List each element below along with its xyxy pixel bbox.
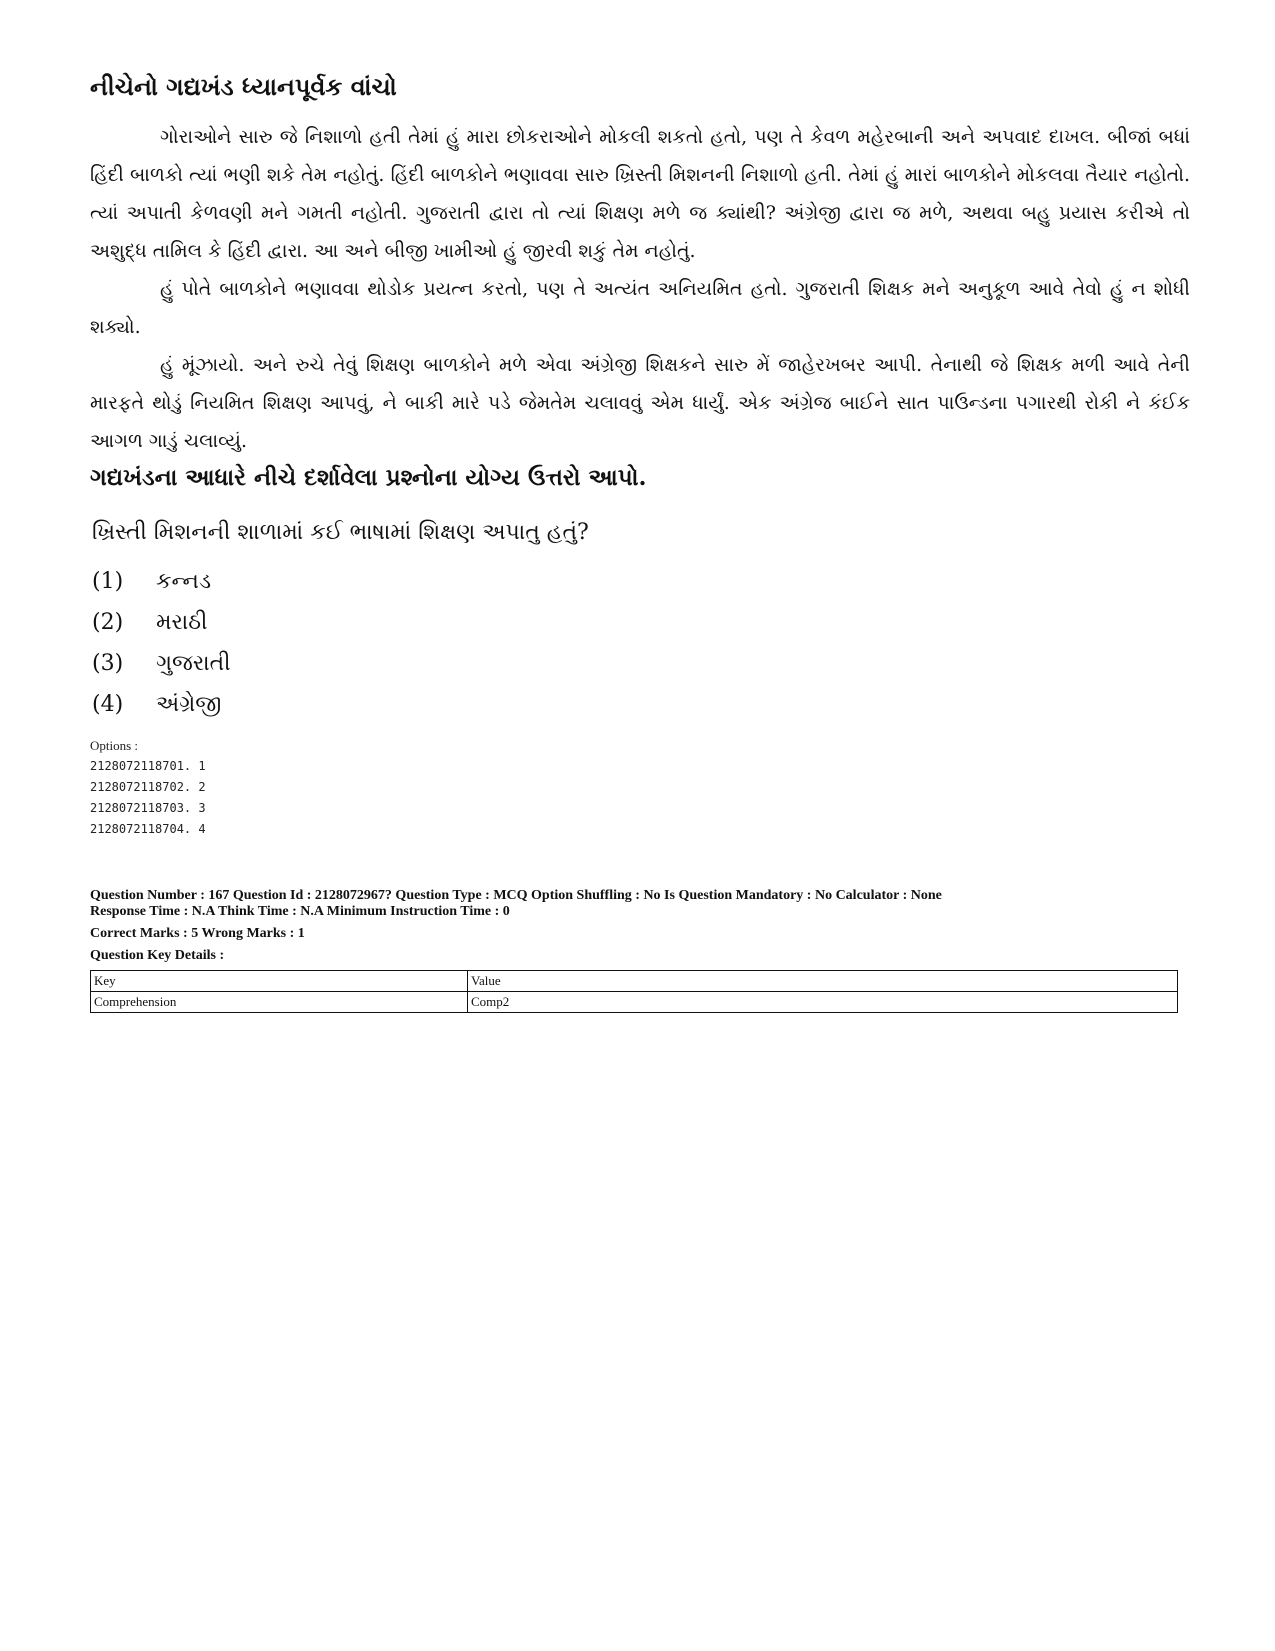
meta-line-timing: Response Time : N.A Think Time : N.A Minimum Instruction Time : 0 [90,903,510,919]
passage-heading: નીચેનો ગદ્યખંડ ધ્યાનપૂર્વક વાંચો [90,72,397,101]
question-meta [90,888,1190,964]
passage-paragraph-1: ગોરાઓને સારુ જે નિશાળો હતી તેમાં હું મારા છોકરાઓને મોકલી શકતો હતો, પણ તે કેવળ મહેરબાની અને અપવાદ દાખલ. બીજાં બધાં હિંદી બાળકો ત્યાં ભણી શકે તેમ નહોતું. હિંદી બાળકોને ભણાવવા સારુ ખ્રિસ્તી મિશનની નિશાળો હતી. તેમાં હું મારાં બાળકોને મોકલવા તૈયાર નહોતો. ત્યાં અપાતી કેળવણી મને ગમતી નહોતી. ગુજરાતી દ્વારા તો ત્યાં શિક્ષણ મળે જ ક્યાંથી? અંગ્રેજી દ્વારા જ મળે, અથવા બહુ પ્રયાસ કરીએ તો અશુદ્ધ તામિલ કે હિંદી દ્વારા. આ અને બીજી ખામીઓ હું જીરવી શકું તેમ નહોતું. [90,125,1190,262]
choice-4 [90,684,1190,725]
table-cell-key: Comprehension [91,991,468,1012]
options-label: Options : [90,737,139,753]
question-page [90,60,1190,1013]
choice-text: કન્નડ [156,568,212,594]
passage-paragraph-2: હું પોતે બાળકોને ભણાવવા થોડોક પ્રયત્ન કરતો, પણ તે અત્યંત અનિયમિત હતો. ગુજરાતી શિક્ષક મને અનુકૂળ આવે તેવો હું ન શોધી શક્યો. [90,277,1190,338]
choice-number: (1) [92,568,124,594]
table-header-row [91,970,1178,991]
choice-number: (4) [92,691,124,717]
choice-text: મરાઠી [156,609,208,635]
passage-paragraph-3: હું મૂંઝાયો. અને રુચે તેવું શિક્ષણ બાળકોને મળે એવા અંગ્રેજી શિક્ષકને સારુ મેં જાહેરખબર આપી. તેનાથી જે શિક્ષક મળી આવે તેની મારફતે થોડું નિયમિત શિક્ષણ આપવું, ને બાકી મારે પડે જેમતેમ ચલાવવું એમ ધાર્યું. એક અંગ્રેજ બાઈને સાત પાઉન્ડના પગારથી રોકી ને કંઈક આગળ ગાડું ચલાવ્યું. [90,353,1190,452]
choice-1 [90,561,1190,602]
choice-text: અંગ્રેજી [156,691,222,717]
choice-2 [90,602,1190,643]
choice-number: (2) [92,609,124,635]
key-details-label: Question Key Details : [90,947,225,963]
meta-line-marks: Correct Marks : 5 Wrong Marks : 1 [90,925,305,941]
choice-3 [90,643,1190,684]
meta-line-question-info: Question Number : 167 Question Id : 2128072967? Question Type : MCQ Option Shuffling : No Is Question Mandatory : No Calculator : None [90,887,942,903]
choice-text: ગુજરાતી [156,650,231,676]
table-header-value: Value [468,970,1178,991]
choice-number: (3) [92,650,124,676]
question-text: ખ્રિસ્તી મિશનની શાળામાં કઈ ભાષામાં શિક્ષણ અપાતુ હતું? [92,519,589,545]
table-row [91,991,1178,1012]
table-header-key: Key [91,970,468,991]
passage-instruction: ગદ્યખંડના આધારે નીચે દર્શાવેલા પ્રશ્નોના યોગ્ય ઉત્તરો આપો. [90,463,647,491]
key-details-table [90,970,1178,1013]
option-id: 2128072118703. 3 [90,800,206,815]
option-id: 2128072118704. 4 [90,821,206,836]
option-id: 2128072118702. 2 [90,779,206,794]
option-id: 2128072118701. 1 [90,758,206,773]
options-block [90,735,1190,840]
table-cell-value: Comp2 [468,991,1178,1012]
